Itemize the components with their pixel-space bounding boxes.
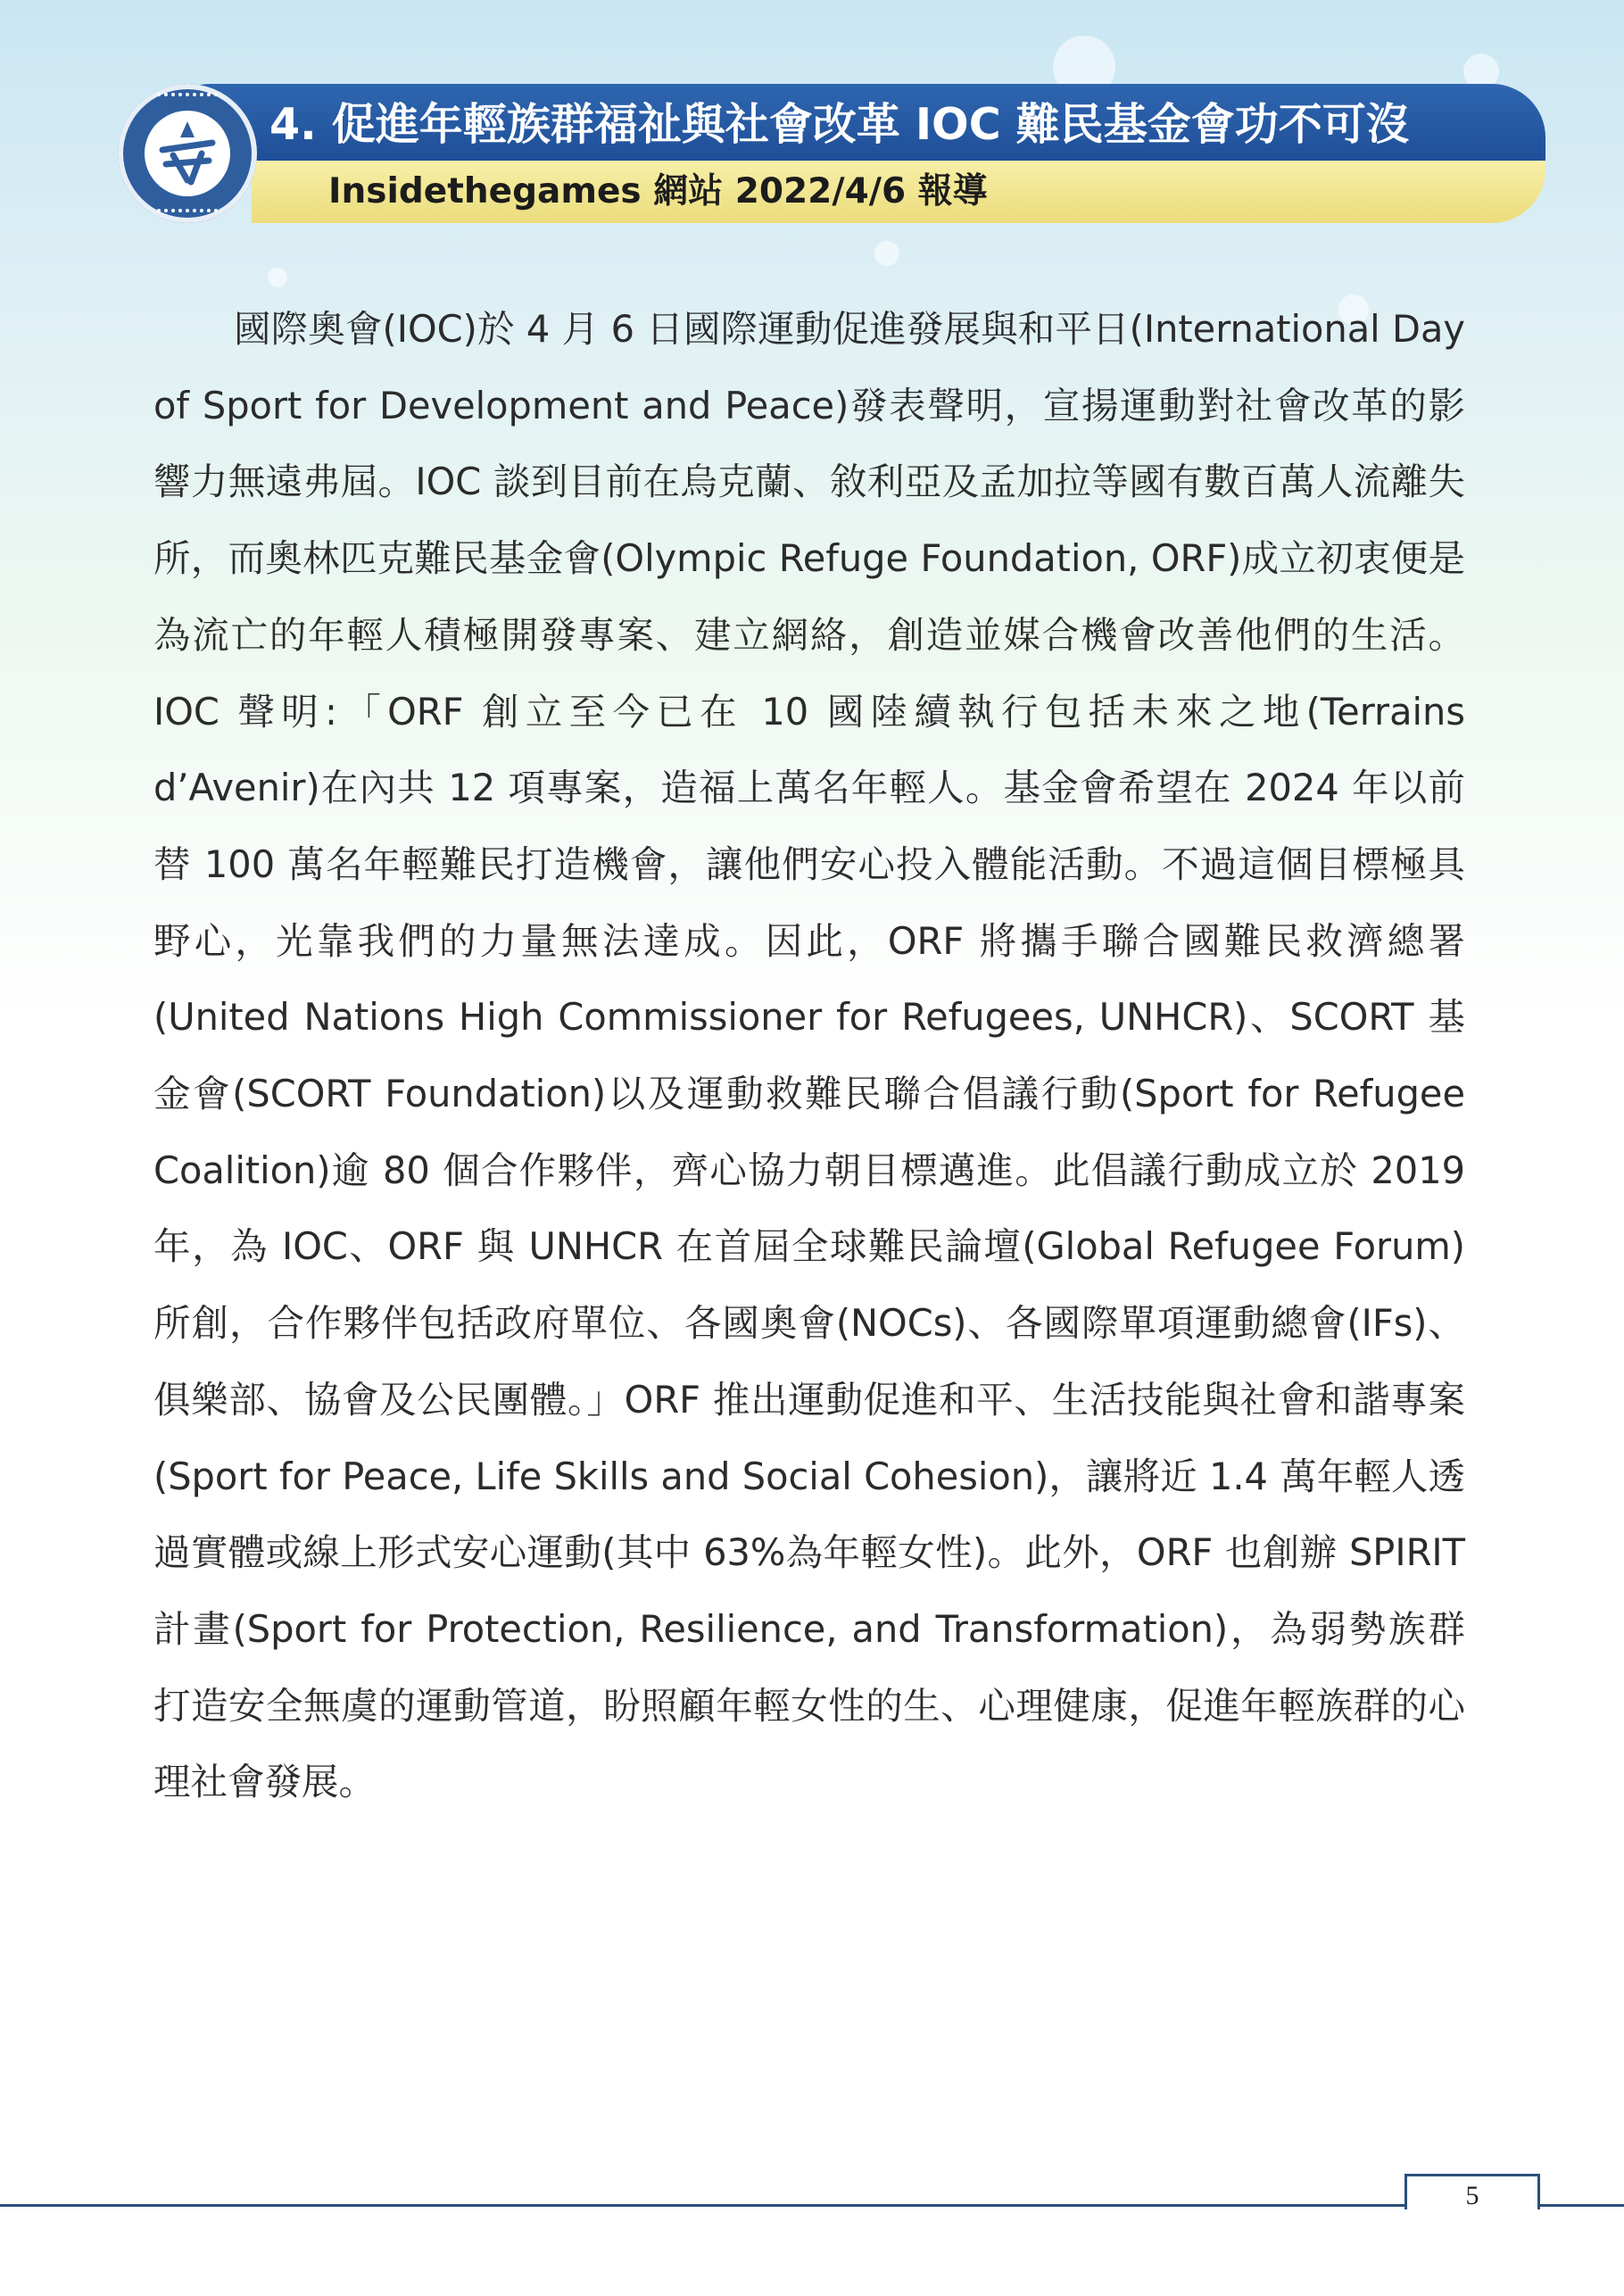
logo-dots-top (157, 93, 218, 100)
footer-rule (0, 2204, 1624, 2207)
background-bokeh (874, 241, 899, 266)
page-subtitle: Insidethegames 網站 2022/4/6 報導 (328, 171, 988, 211)
page-number: 5 (1465, 2181, 1479, 2210)
logo-dots-bottom (157, 209, 218, 216)
article-paragraph: 國際奧會(IOC)於 4 月 6 日國際運動促進發展與和平日(International Day of Sport for Development and Peace)發表聲明，宣揚運動對社會改革的影響力無遠弗屆。IOC 談到目前在烏克蘭、敘利亞及孟加拉等國有數百萬人流離失所，而奧林匹克難民基金會(Olympic Refuge Foundation, ORF)成立初衷便是為流亡的年輕人積極開發專案、建立網絡，創造並媒合機會改善他們的生活。IOC 聲明:「ORF 創立至今已在 10 國陸續執行包括未來之地(Terrains d’Avenir)在內共 12 項專案，造福上萬名年輕人。基金會希望在 2024 年以前替 100 萬名年輕難民打造機會，讓他們安心投入體能活動。不過這個目標極具野心，光靠我們的力量無法達成。因此，ORF 將攜手聯合國難民救濟總署(United Nations High Commissioner for Refugees, UNHCR)、SCORT 基金會(SCORT Foundation)以及運動救難民聯合倡議行動(Sport for Refugee Coalition)逾 80 個合作夥伴，齊心協力朝目標邁進。此倡議行動成立於 2019 年，為 IOC、ORF 與 UNHCR 在首屆全球難民論壇(Global Refugee Forum)所創，合作夥伴包括政府單位、各國奧會(NOCs)、各國際單項運動總會(IFs)、俱樂部、協會及公民團體。」ORF 推出運動促進和平、生活技能與社會和諧專案(Sport for Peace, Life Skills and Social Cohesion)，讓將近 1.4 萬年輕人透過實體或線上形式安心運動(其中 63%為年輕女性)。此外，ORF 也創辦 SPIRIT 計畫(Sport for Protection, Resilience, and Transformation)，為弱勢族群打造安全無虞的運動管道，盼照顧年輕女性的生、心理健康，促進年輕族群的心理社會發展。 (153, 307, 1465, 1804)
background-bokeh (268, 268, 287, 287)
section-header (118, 84, 1545, 227)
logo-inner-circle (145, 111, 230, 196)
emblem-figure-icon (145, 111, 230, 196)
page-title: 4. 促進年輕族群福祉與社會改革 IOC 難民基金會功不可沒 (269, 99, 1410, 150)
sport-emblem-icon (118, 84, 257, 223)
